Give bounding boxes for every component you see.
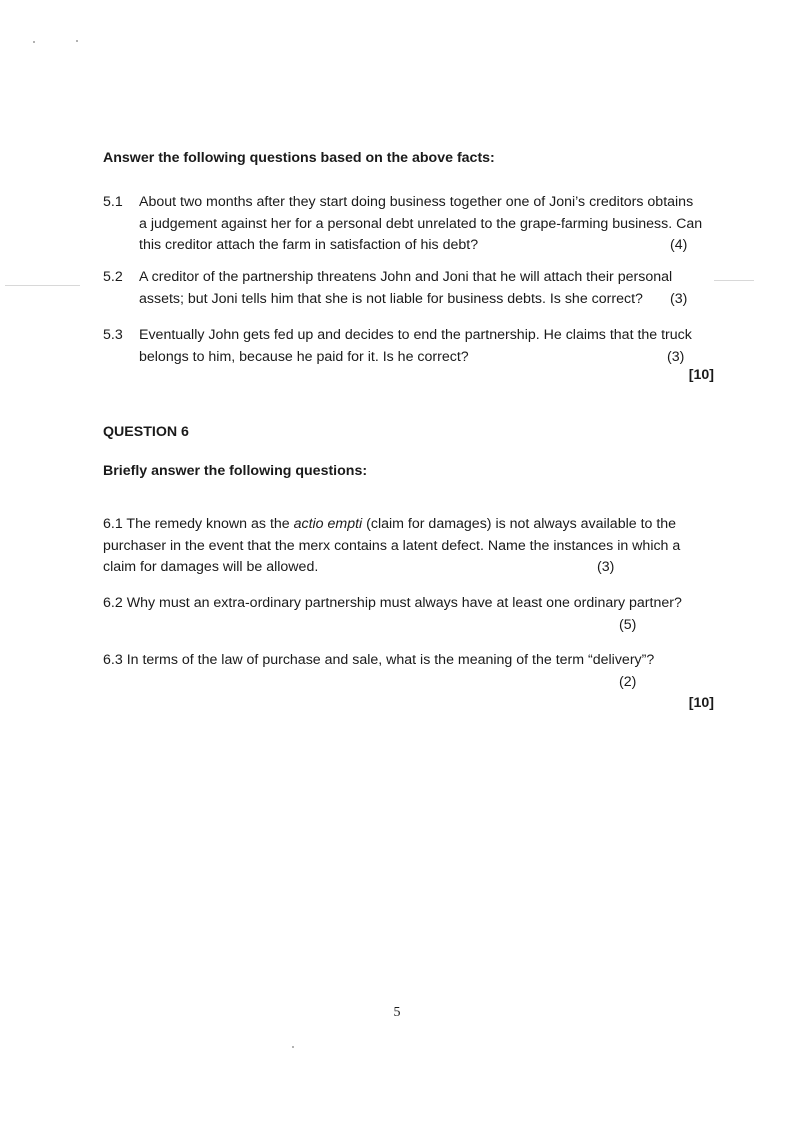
question-5-3 — [103, 325, 714, 368]
question-text-line: A creditor of the partnership threatens John and Joni that he will attach their personal — [139, 269, 673, 285]
question-5-2 — [103, 267, 714, 310]
section-intro: Answer the following questions based on the above facts: — [103, 150, 495, 166]
section-total: [10] — [688, 695, 714, 711]
question-text-line: this creditor attach the farm in satisfaction of his debt? — [139, 237, 479, 253]
question-number: 6.3 — [103, 652, 123, 668]
scan-line — [714, 280, 754, 281]
question-text-line: assets; but Joni tells him that she is not liable for business debts. Is she correct? — [139, 290, 643, 307]
page-number: 5 — [393, 1005, 401, 1020]
question-text-line: purchaser in the event that the merx contains a latent defect. Name the instances in which a — [103, 537, 681, 554]
marks: (3) — [670, 290, 688, 307]
marks: (2) — [619, 673, 637, 690]
question-6-2 — [103, 593, 714, 636]
question-text-line: a judgement against her for a personal debt unrelated to the grape-farming business. Can — [139, 215, 703, 232]
marks: (3) — [667, 348, 685, 365]
question-number: 6.1 — [103, 516, 123, 532]
question-text: The remedy known as the — [126, 516, 294, 532]
question-6-1: 6.1 The remedy known as the actio empti (claim for damages) is not always available to the purchaser in the event that the merx contains a latent defect. Name the instances in which a claim for damages will be allowed. (3) — [103, 514, 714, 579]
question-number: 6.2 — [103, 595, 123, 611]
scan-speck — [292, 1046, 294, 1048]
question-6-3 — [103, 650, 714, 693]
marks: (5) — [619, 616, 637, 633]
question-text-line: Eventually John gets fed up and decides to end the partnership. He claims that the truck — [139, 327, 692, 343]
scan-line — [5, 285, 80, 286]
question-text: (claim for damages) is not always available to the — [362, 516, 677, 532]
question-number: 5.2 — [103, 269, 123, 285]
marks: (4) — [670, 237, 688, 253]
question-number: 5.1 — [103, 194, 123, 210]
scan-speck — [33, 41, 35, 43]
question-5-1 — [103, 192, 714, 257]
question-title: QUESTION 6 — [103, 424, 189, 440]
section-total: [10] — [688, 367, 714, 383]
question-text: In terms of the law of purchase and sale, what is the meaning of the term “delivery”? — [126, 652, 655, 668]
question-number: 5.3 — [103, 327, 123, 343]
latin-term: actio empti — [293, 516, 363, 532]
question-text-line: About two months after they start doing business together one of Joni’s creditors obtains — [139, 194, 694, 210]
scan-speck — [76, 40, 78, 42]
question-text: Why must an extra-ordinary partnership must always have at least one ordinary partner? — [126, 595, 682, 611]
question-text-line: belongs to him, because he paid for it. Is he correct? — [139, 348, 469, 365]
question-intro: Briefly answer the following questions: — [103, 463, 368, 479]
question-text-line: claim for damages will be allowed. — [103, 559, 319, 575]
